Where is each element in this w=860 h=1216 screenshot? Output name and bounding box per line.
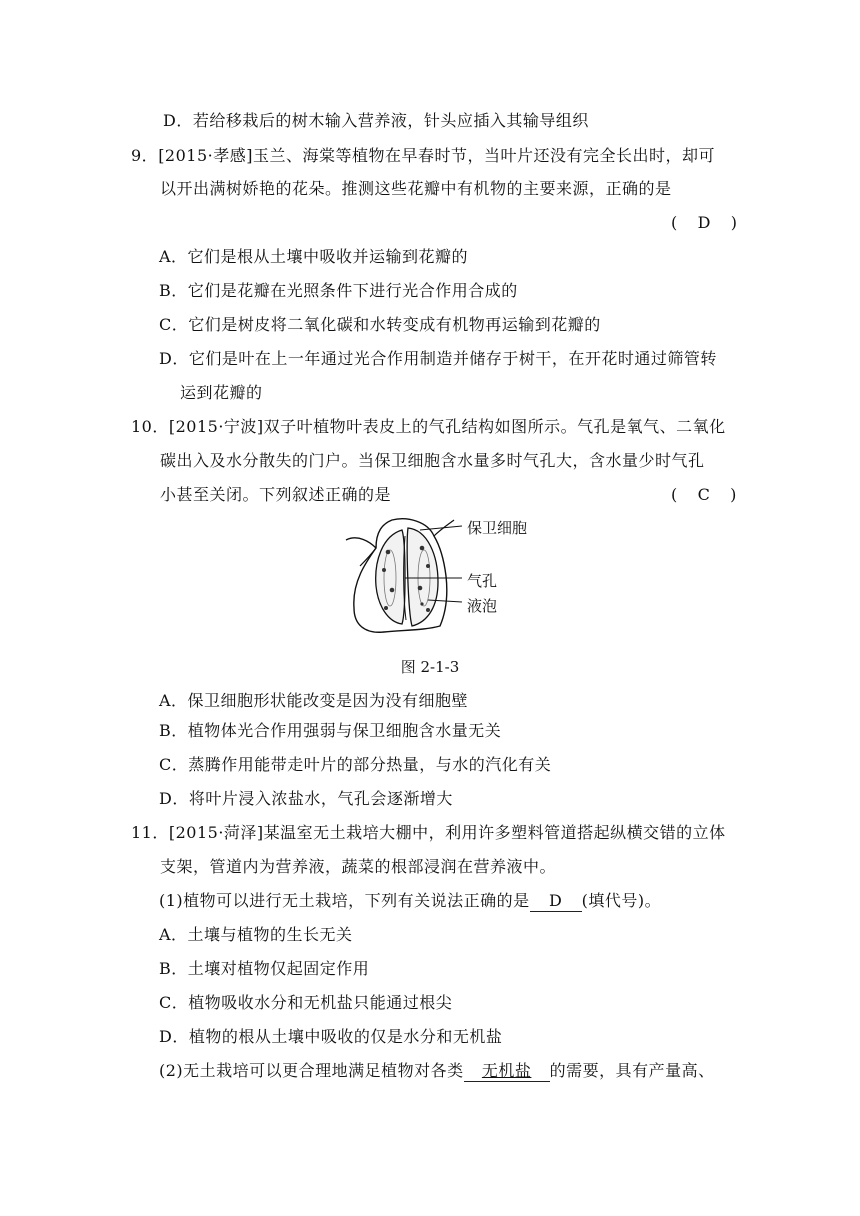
q11-option-c: C．植物吸收水分和无机盐只能通过根尖: [159, 993, 453, 1012]
figure-caption: 图 2-1-3: [400, 658, 460, 676]
q11-part2-answer: [464, 1061, 550, 1082]
q10-option-c: C．蒸腾作用能带走叶片的部分热量，与水的汽化有关: [159, 755, 552, 774]
q11-part2: [159, 1060, 715, 1082]
q9-option-d-line2: 运到花瓣的: [180, 383, 263, 402]
q11-option-d: D．植物的根从土壤中吸收的仅是水分和无机盐: [159, 1027, 503, 1046]
q11-option-a: A．土壤与植物的生长无关: [159, 925, 353, 944]
q11-part1: [159, 890, 661, 912]
q11-stem-line2: 支架，管道内为营养液，蔬菜的根部浸润在营养液中。: [160, 857, 557, 876]
q9-option-a: A．它们是根从土壤中吸收并运输到花瓣的: [159, 247, 469, 266]
q9-option-c: C．它们是树皮将二氧化碳和水转变成有机物再运输到花瓣的: [159, 315, 601, 334]
q11-part2-text: (2)无土栽培可以更合理地满足植物对各类: [159, 1061, 464, 1080]
q10-option-a: A．保卫细胞形状能改变是因为没有细胞壁: [159, 691, 469, 710]
label-stoma: 气孔: [467, 572, 498, 590]
q10-answer: ( C ): [671, 485, 737, 504]
q8-option-d: D．若给移栽后的树木输入营养液，针头应插入其输导组织: [163, 111, 589, 130]
q11-part1-answer: D: [530, 891, 582, 912]
q10-stem-line2: 碳出入及水分散失的门户。当保卫细胞含水量多时气孔大，含水量少时气孔: [160, 451, 705, 470]
q9-source: [2015·孝感]: [158, 146, 253, 165]
q11-stem-line1: 11．[2015·菏泽]某温室无土栽培大棚中，利用许多塑料管道搭起纵横交错的立体: [131, 823, 726, 842]
label-vacuole: 液泡: [467, 597, 498, 615]
q11-part2-answer-text: 无机盐: [481, 1061, 532, 1080]
q10-option-b: B．植物体光合作用强弱与保卫细胞含水量无关: [159, 721, 502, 740]
q9-option-d-line1: D．它们是叶在上一年通过光合作用制造并储存于树干，在开花时通过筛管转: [159, 349, 717, 368]
q10-stem-line1: 10．[2015·宁波]双子叶植物叶表皮上的气孔结构如图所示。气孔是氧气、二氧化: [131, 417, 726, 436]
q9-stem-text: 玉兰、海棠等植物在早春时节，当叶片还没有完全长出时，却可: [252, 146, 715, 165]
q9-answer: ( D ): [671, 213, 737, 232]
q11-option-b: B．土壤对植物仅起固定作用: [159, 959, 370, 978]
label-guard-cell: 保卫细胞: [467, 519, 528, 537]
q10-stem-line3: 小甚至关闭。下列叙述正确的是: [160, 485, 392, 504]
q9-option-b: B．它们是花瓣在光照条件下进行光合作用合成的: [159, 281, 518, 300]
q9-number: 9．: [131, 146, 159, 165]
q10-option-d: D．将叶片浸入浓盐水，气孔会逐渐增大: [159, 789, 453, 808]
q9-stem-line2: 以开出满树娇艳的花朵。推测这些花瓣中有机物的主要来源，正确的是: [160, 179, 672, 198]
q11-part1-text: (1)植物可以进行无土栽培，下列有关说法正确的是: [159, 891, 530, 910]
q11-part1-after: (填代号)。: [581, 891, 662, 910]
q11-part2-after: 的需要，具有产量高、: [549, 1061, 715, 1080]
q9-stem-line1: [131, 145, 715, 167]
